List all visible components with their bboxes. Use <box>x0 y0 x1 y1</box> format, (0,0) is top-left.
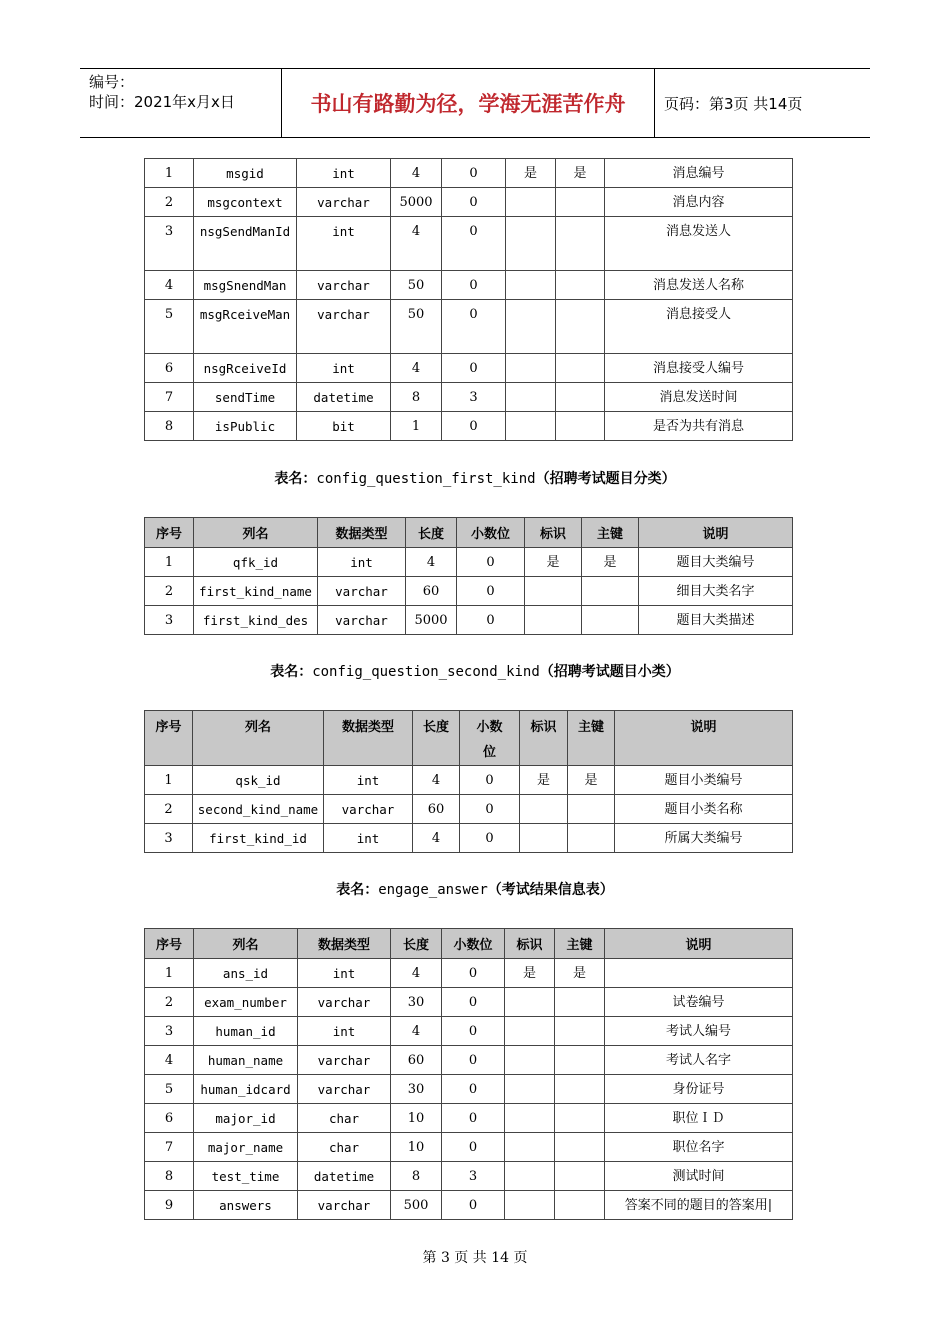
table-cell: 0 <box>442 1104 505 1133</box>
column-header: 列名 <box>194 518 318 548</box>
table-cell: 题目小类编号 <box>615 766 793 795</box>
table-cell: int <box>324 824 413 853</box>
table-cell <box>506 354 556 383</box>
table-cell: 答案不同的题目的答案用| <box>605 1191 793 1220</box>
table-cell <box>506 300 556 354</box>
table-cell <box>556 300 605 354</box>
table-cell: 4 <box>391 1017 442 1046</box>
column-header: 标识 <box>505 929 555 959</box>
table-cell: 是 <box>555 959 605 988</box>
table-messages <box>144 158 793 441</box>
table-row <box>145 271 793 300</box>
table-cell: 0 <box>442 1133 505 1162</box>
table-row <box>145 766 793 795</box>
table-cell <box>555 1017 605 1046</box>
table-cell: 是 <box>506 159 556 188</box>
table-engage-answer <box>144 928 793 1220</box>
table-row <box>145 1191 793 1220</box>
table-cell: 30 <box>391 1075 442 1104</box>
table-cell: 1 <box>391 412 442 441</box>
table-row <box>145 1017 793 1046</box>
column-header: 说明 <box>639 518 793 548</box>
table-cell: msgcontext <box>194 188 297 217</box>
column-header: 长度 <box>391 929 442 959</box>
table-row <box>145 300 793 354</box>
table-cell: int <box>298 959 391 988</box>
table-cell: 是 <box>582 548 639 577</box>
table-cell: int <box>318 548 406 577</box>
table-cell: 0 <box>442 988 505 1017</box>
table-cell: 50 <box>391 300 442 354</box>
table-cell <box>506 188 556 217</box>
column-header: 主键 <box>555 929 605 959</box>
table-cell: varchar <box>297 188 391 217</box>
table-cell: 8 <box>145 412 194 441</box>
table-row <box>145 354 793 383</box>
table-cell: qsk_id <box>193 766 324 795</box>
table-cell <box>520 795 568 824</box>
table-cell <box>582 577 639 606</box>
table-cell: 0 <box>457 548 525 577</box>
table-cell: human_name <box>194 1046 298 1075</box>
table-cell: 试卷编号 <box>605 988 793 1017</box>
table-cell: 4 <box>406 548 457 577</box>
table-cell: 0 <box>442 1046 505 1075</box>
table-cell: 3 <box>145 606 194 635</box>
table-cell: 0 <box>442 188 506 217</box>
table-cell: 10 <box>391 1133 442 1162</box>
table-second-kind <box>144 710 793 853</box>
table-cell: varchar <box>318 577 406 606</box>
table-cell: 身份证号 <box>605 1075 793 1104</box>
column-header: 标识 <box>520 711 568 766</box>
table-cell: 4 <box>413 766 460 795</box>
table-cell: 2 <box>145 988 194 1017</box>
column-header: 序号 <box>145 929 194 959</box>
table-cell <box>555 1046 605 1075</box>
table-cell <box>505 988 555 1017</box>
table-cell: msgSnendMan <box>194 271 297 300</box>
table-cell: datetime <box>297 383 391 412</box>
table-cell: 3 <box>145 217 194 271</box>
table-row <box>145 1162 793 1191</box>
column-header: 数据类型 <box>298 929 391 959</box>
table-cell: int <box>324 766 413 795</box>
table-caption-engage-answer: 表名：engage_answer（考试结果信息表） <box>336 882 614 898</box>
table-cell: 6 <box>145 354 194 383</box>
table-cell: 4 <box>391 217 442 271</box>
table-cell: 3 <box>145 824 193 853</box>
column-header: 数据类型 <box>318 518 406 548</box>
table-cell: 消息接受人编号 <box>605 354 793 383</box>
table-cell: second_kind_name <box>193 795 324 824</box>
table-cell: 1 <box>145 159 194 188</box>
table-cell: 500 <box>391 1191 442 1220</box>
column-header: 数据类型 <box>324 711 413 766</box>
table-row <box>145 383 793 412</box>
table-cell: nsgSendManId <box>194 217 297 271</box>
table-cell: 4 <box>413 824 460 853</box>
table-cell: 0 <box>457 606 525 635</box>
table-cell: datetime <box>298 1162 391 1191</box>
table-cell: exam_number <box>194 988 298 1017</box>
table-cell: first_kind_name <box>194 577 318 606</box>
column-header: 序号 <box>145 518 194 548</box>
table-cell: isPublic <box>194 412 297 441</box>
table-cell: 60 <box>406 577 457 606</box>
table-cell <box>505 1104 555 1133</box>
table-header-row <box>145 929 793 959</box>
column-header: 长度 <box>413 711 460 766</box>
table-cell: 0 <box>442 300 506 354</box>
table-cell: 是 <box>568 766 615 795</box>
table-cell: 7 <box>145 1133 194 1162</box>
column-header: 列名 <box>193 711 324 766</box>
page-footer: 第 3 页 共 14 页 <box>422 1250 528 1266</box>
table-row <box>145 1075 793 1104</box>
table-row <box>145 188 793 217</box>
column-header: 小数位 <box>457 518 525 548</box>
table-cell: 消息编号 <box>605 159 793 188</box>
table-cell: nsgRceiveId <box>194 354 297 383</box>
table-cell: 8 <box>145 1162 194 1191</box>
table-cell: msgRceiveMan <box>194 300 297 354</box>
table-row <box>145 959 793 988</box>
table-cell: 考试人名字 <box>605 1046 793 1075</box>
table-cell <box>582 606 639 635</box>
table-cell: 0 <box>442 412 506 441</box>
table-cell <box>520 824 568 853</box>
table-cell: 细目大类名字 <box>639 577 793 606</box>
table-cell <box>525 606 582 635</box>
table-cell: 2 <box>145 577 194 606</box>
table-cell: 4 <box>145 1046 194 1075</box>
table-cell <box>506 271 556 300</box>
table-cell: 0 <box>442 1017 505 1046</box>
table-cell: 0 <box>442 217 506 271</box>
table-cell <box>556 217 605 271</box>
table-cell: 是 <box>520 766 568 795</box>
table-cell <box>555 1075 605 1104</box>
table-cell <box>556 271 605 300</box>
table-cell: 题目小类名称 <box>615 795 793 824</box>
table-cell: 消息发送人 <box>605 217 793 271</box>
table-cell: 0 <box>442 1191 505 1220</box>
table-cell <box>555 1104 605 1133</box>
table-cell: 5000 <box>391 188 442 217</box>
table-cell: 0 <box>442 354 506 383</box>
table-cell: int <box>297 159 391 188</box>
table-cell: int <box>297 354 391 383</box>
table-cell: 是 <box>505 959 555 988</box>
table-cell: 0 <box>442 1075 505 1104</box>
table-row <box>145 412 793 441</box>
table-caption-second-kind: 表名：config_question_second_kind（招聘考试题目小类） <box>270 664 680 680</box>
table-cell <box>568 824 615 853</box>
table-cell <box>505 1017 555 1046</box>
table-cell: 5 <box>145 1075 194 1104</box>
table-row <box>145 795 793 824</box>
table-cell <box>505 1075 555 1104</box>
table-cell <box>556 383 605 412</box>
table-cell: ans_id <box>194 959 298 988</box>
table-cell: 4 <box>145 271 194 300</box>
header-motto: 书山有路勤为径，学海无涯苦作舟 <box>282 69 655 137</box>
table-row <box>145 548 793 577</box>
column-header: 说明 <box>615 711 793 766</box>
table-cell: 4 <box>391 159 442 188</box>
column-header: 小数 位 <box>460 711 520 766</box>
table-cell: 2 <box>145 188 194 217</box>
table-cell <box>556 354 605 383</box>
table-row <box>145 1046 793 1075</box>
table-cell <box>605 959 793 988</box>
table-cell: 是否为共有消息 <box>605 412 793 441</box>
column-header: 标识 <box>525 518 582 548</box>
table-cell <box>556 188 605 217</box>
table-row <box>145 988 793 1017</box>
header-page: 页码：第3页 共14页 <box>664 94 803 113</box>
table-cell: char <box>298 1104 391 1133</box>
table-cell: varchar <box>324 795 413 824</box>
table-cell: varchar <box>298 1191 391 1220</box>
table-cell: 30 <box>391 988 442 1017</box>
table-cell: 3 <box>442 1162 505 1191</box>
table-cell: varchar <box>298 1046 391 1075</box>
table-cell: 是 <box>525 548 582 577</box>
table-cell: 0 <box>442 159 506 188</box>
table-cell: 职位ＩＤ <box>605 1104 793 1133</box>
table-first-kind <box>144 517 793 635</box>
table-cell: varchar <box>297 271 391 300</box>
table-cell: 5 <box>145 300 194 354</box>
table-cell: 9 <box>145 1191 194 1220</box>
table-cell: 0 <box>457 577 525 606</box>
header-meta <box>80 69 282 137</box>
table-cell: human_idcard <box>194 1075 298 1104</box>
table-cell: 4 <box>391 354 442 383</box>
table-cell: 消息接受人 <box>605 300 793 354</box>
table-cell <box>568 795 615 824</box>
table-cell: varchar <box>318 606 406 635</box>
table-cell: varchar <box>298 988 391 1017</box>
table-cell: msgid <box>194 159 297 188</box>
table-cell: 3 <box>442 383 506 412</box>
column-header: 主键 <box>582 518 639 548</box>
table-cell: 0 <box>442 271 506 300</box>
table-cell <box>505 1191 555 1220</box>
table-cell: 消息内容 <box>605 188 793 217</box>
table-cell: sendTime <box>194 383 297 412</box>
table-cell: 4 <box>391 959 442 988</box>
table-cell: int <box>298 1017 391 1046</box>
column-header: 小数位 <box>442 929 505 959</box>
table-cell: first_kind_id <box>193 824 324 853</box>
header-number: 编号： <box>89 73 135 91</box>
column-header: 长度 <box>406 518 457 548</box>
table-cell <box>555 1191 605 1220</box>
table-cell: 2 <box>145 795 193 824</box>
table-cell <box>555 988 605 1017</box>
table-cell: 10 <box>391 1104 442 1133</box>
table-cell: first_kind_des <box>194 606 318 635</box>
table-row <box>145 577 793 606</box>
table-header-row <box>145 518 793 548</box>
table-cell: answers <box>194 1191 298 1220</box>
table-row <box>145 824 793 853</box>
table-cell: 考试人编号 <box>605 1017 793 1046</box>
table-cell: 1 <box>145 959 194 988</box>
table-cell <box>505 1162 555 1191</box>
table-cell: 0 <box>460 795 520 824</box>
table-cell: 职位名字 <box>605 1133 793 1162</box>
table-cell: test_time <box>194 1162 298 1191</box>
column-header: 序号 <box>145 711 193 766</box>
table-cell: 6 <box>145 1104 194 1133</box>
table-cell: 5000 <box>406 606 457 635</box>
table-cell <box>506 383 556 412</box>
header-time: 时间：2021年x月x日 <box>89 93 235 111</box>
table-cell: 60 <box>391 1046 442 1075</box>
table-cell: 1 <box>145 766 193 795</box>
table-cell: qfk_id <box>194 548 318 577</box>
table-cell: 是 <box>556 159 605 188</box>
table-cell <box>555 1162 605 1191</box>
table-cell: bit <box>297 412 391 441</box>
table-cell <box>555 1133 605 1162</box>
table-cell: 50 <box>391 271 442 300</box>
table-cell <box>506 217 556 271</box>
table-cell: major_id <box>194 1104 298 1133</box>
table-header-row <box>145 711 793 766</box>
table-cell: 3 <box>145 1017 194 1046</box>
table-cell <box>505 1133 555 1162</box>
table-row <box>145 217 793 271</box>
table-cell: 60 <box>413 795 460 824</box>
table-cell: human_id <box>194 1017 298 1046</box>
table-cell: 7 <box>145 383 194 412</box>
table-cell: 8 <box>391 1162 442 1191</box>
table-cell: major_name <box>194 1133 298 1162</box>
table-cell <box>525 577 582 606</box>
table-cell: 8 <box>391 383 442 412</box>
table-cell: varchar <box>297 300 391 354</box>
column-header: 说明 <box>605 929 793 959</box>
table-cell: char <box>298 1133 391 1162</box>
table-cell: 0 <box>460 824 520 853</box>
table-cell: int <box>297 217 391 271</box>
table-cell <box>556 412 605 441</box>
table-cell: 所属大类编号 <box>615 824 793 853</box>
page-header <box>80 68 870 138</box>
table-cell: 1 <box>145 548 194 577</box>
table-cell: varchar <box>298 1075 391 1104</box>
column-header: 列名 <box>194 929 298 959</box>
table-cell: 题目大类编号 <box>639 548 793 577</box>
column-header: 主键 <box>568 711 615 766</box>
table-cell: 消息发送人名称 <box>605 271 793 300</box>
table-cell: 0 <box>460 766 520 795</box>
table-cell <box>506 412 556 441</box>
table-row <box>145 1133 793 1162</box>
table-row <box>145 606 793 635</box>
table-cell: 消息发送时间 <box>605 383 793 412</box>
table-cell: 题目大类描述 <box>639 606 793 635</box>
table-caption-first-kind: 表名：config_question_first_kind（招聘考试题目分类） <box>274 471 676 487</box>
table-cell: 0 <box>442 959 505 988</box>
table-row <box>145 159 793 188</box>
table-cell: 测试时间 <box>605 1162 793 1191</box>
table-cell <box>505 1046 555 1075</box>
table-row <box>145 1104 793 1133</box>
